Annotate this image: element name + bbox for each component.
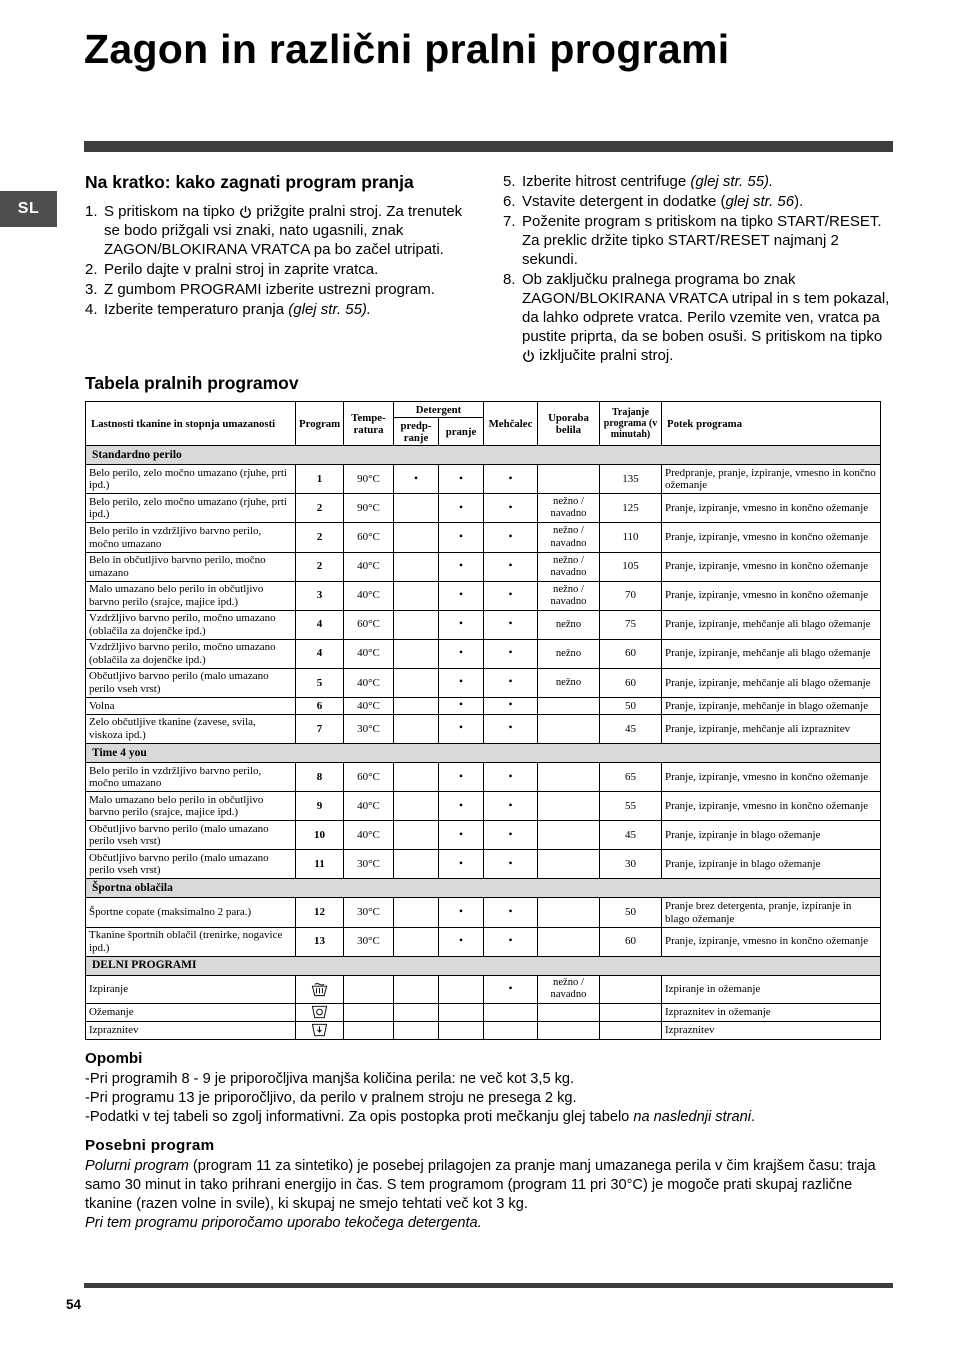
- prewash-dot-cell: [394, 494, 439, 523]
- programs-table-body: [86, 446, 881, 1040]
- program-description-cell: Izpraznitev in ožemanje: [662, 1003, 881, 1021]
- fabric-cell: Ožemanje: [86, 1003, 296, 1021]
- program-number: 13: [314, 935, 325, 948]
- wash-dot-cell: •: [439, 714, 484, 743]
- program-row: [86, 1003, 881, 1021]
- program-description-cell: Pranje, izpiranje, mehčanje ali blago ožemanje: [662, 668, 881, 697]
- power-icon: [522, 347, 535, 364]
- header-detergent: Detergent: [394, 402, 484, 418]
- softener-dot-cell: •: [484, 581, 538, 610]
- program-number: 8: [316, 770, 323, 783]
- item-text-line: Poženite program s pritiskom na tipko START/RESET.: [522, 213, 882, 231]
- prewash-dot-cell: [394, 697, 439, 714]
- item-text: [522, 212, 893, 269]
- bleach-cell: nežno: [538, 668, 600, 697]
- note-text-italic: na naslednji strani: [633, 1108, 751, 1125]
- duration-cell: 50: [600, 898, 662, 927]
- temperature-cell: 60°C: [344, 610, 394, 639]
- softener-dot-cell: •: [484, 523, 538, 552]
- temperature-cell: 40°C: [344, 639, 394, 668]
- program-description-cell: Izpraznitev: [662, 1021, 881, 1039]
- program-number: 2: [316, 531, 323, 544]
- wash-dot-cell: [439, 1021, 484, 1039]
- program-row: [86, 610, 881, 639]
- bleach-cell: [538, 714, 600, 743]
- program-number: 1: [316, 473, 323, 486]
- temperature-cell: 40°C: [344, 581, 394, 610]
- notes-heading: Opombi: [85, 1049, 143, 1067]
- item-text-segment: Ob zaključku pralnega programa bo znak ZAGON/BLOKIRANA VRATCA utripal in s tem pokazal, da lahko odprete vratca. Perilo vzemite ven, vratca pa pustite priprta, da se boben osuši. S pritiskom na tipko: [522, 271, 890, 346]
- bleach-cell: nežno / navadno: [538, 552, 600, 581]
- note-line: -Pri programu 13 je priporočljivo, da perilo v pralnem stroju ne presega 2 kg.: [85, 1089, 577, 1106]
- program-number: 2: [316, 560, 323, 573]
- wash-dot-cell: •: [439, 850, 484, 879]
- item-text-segment: Izberite temperaturo pranja: [104, 301, 285, 319]
- table-section-label: Time 4 you: [86, 744, 881, 763]
- program-row: [86, 792, 881, 821]
- prewash-dot-cell: [394, 792, 439, 821]
- program-number: 4: [316, 647, 323, 660]
- program-description-cell: Pranje, izpiranje, vmesno in končno ožemanje: [662, 552, 881, 581]
- duration-cell: 55: [600, 792, 662, 821]
- softener-dot-cell: [484, 1003, 538, 1021]
- quick-start-section: [85, 172, 893, 366]
- bleach-cell: [538, 1021, 600, 1039]
- temperature-cell: 40°C: [344, 668, 394, 697]
- item-number: 3.: [85, 281, 98, 299]
- fabric-cell: Malo umazano belo perilo in občutljivo barvno perilo (srajce, majice ipd.): [86, 792, 296, 821]
- bottom-rule: [84, 1283, 893, 1288]
- program-description-cell: Izpiranje in ožemanje: [662, 975, 881, 1003]
- program-cell: [296, 763, 344, 792]
- fabric-cell: Športne copate (maksimalno 2 para.): [86, 898, 296, 927]
- fabric-cell: Občutljivo barvno perilo (malo umazano perilo vseh vrst): [86, 850, 296, 879]
- wash-dot-cell: •: [439, 792, 484, 821]
- program-number: 9: [316, 799, 323, 812]
- bleach-cell: [538, 763, 600, 792]
- temperature-cell: 40°C: [344, 552, 394, 581]
- temperature-cell: [344, 975, 394, 1003]
- bleach-cell: [538, 465, 600, 494]
- fabric-cell: Malo umazano belo perilo in občutljivo barvno perilo (srajce, majice ipd.): [86, 581, 296, 610]
- special-program-body: (program 11 za sintetiko) je posebej prilagojen za pranje manj umazanega perila v čim krajšem času: traja samo 30 minut in tako prihrani energijo in čas. S tem programom (program 11 pri 30°C) je mogoče prati skupaj različne tkanine (razen volne in svile), ki skupaj ne smejo tehtati več kot 3 kg.: [85, 1158, 876, 1213]
- program-number: 4: [316, 618, 323, 631]
- wash-dot-cell: •: [439, 523, 484, 552]
- bleach-cell: [538, 792, 600, 821]
- item-number: 6.: [503, 193, 516, 211]
- temperature-cell: 30°C: [344, 850, 394, 879]
- program-description-cell: Pranje, izpiranje in blago ožemanje: [662, 821, 881, 850]
- item-number: 2.: [85, 261, 98, 279]
- power-icon: [239, 203, 252, 220]
- instruction-item-8: [503, 270, 893, 365]
- item-text: [104, 300, 469, 319]
- program-row: [86, 494, 881, 523]
- program-row: [86, 581, 881, 610]
- item-number: 4.: [85, 301, 98, 319]
- prewash-dot-cell: [394, 639, 439, 668]
- program-number: 12: [314, 906, 325, 919]
- bleach-cell: [538, 927, 600, 956]
- program-number: 5: [316, 676, 323, 689]
- item-text: [522, 192, 893, 211]
- duration-cell: [600, 975, 662, 1003]
- temperature-cell: 90°C: [344, 494, 394, 523]
- instruction-item-1: [85, 202, 469, 259]
- special-program-paragraph: [85, 1157, 881, 1214]
- programs-table-header: [86, 402, 881, 446]
- program-cell: [296, 1021, 344, 1039]
- fabric-cell: Občutljivo barvno perilo (malo umazano perilo vseh vrst): [86, 668, 296, 697]
- softener-dot-cell: [484, 1021, 538, 1039]
- item-text: Perilo dajte v pralni stroj in zaprite vratca.: [104, 261, 379, 279]
- rinse-icon: [311, 983, 328, 995]
- item-text-line: Za preklic držite tipko START/RESET najmanj 2 sekundi.: [522, 232, 839, 269]
- bleach-cell: nežno / navadno: [538, 581, 600, 610]
- program-row: [86, 668, 881, 697]
- fabric-cell: Tkanine športnih oblačil (trenirke, nogavice ipd.): [86, 927, 296, 956]
- duration-cell: 60: [600, 668, 662, 697]
- program-cell: [296, 639, 344, 668]
- item-text-segment: ).: [794, 193, 804, 211]
- instruction-item-6: [503, 192, 893, 211]
- bleach-cell: [538, 697, 600, 714]
- table-section-row: [86, 446, 881, 465]
- drain-icon: [311, 1024, 328, 1036]
- prewash-dot-cell: [394, 927, 439, 956]
- bleach-cell: [538, 850, 600, 879]
- program-row: [86, 821, 881, 850]
- item-text: [522, 270, 893, 365]
- softener-dot-cell: •: [484, 610, 538, 639]
- special-program-section: [85, 1136, 881, 1234]
- table-section-label: Standardno perilo: [86, 446, 881, 465]
- item-text-italic: (glej str. 55).: [690, 173, 774, 190]
- prewash-dot-cell: •: [394, 465, 439, 494]
- document-title: Zagon in različni pralni programi: [84, 26, 730, 72]
- item-text-segment: prižgite pralni stroj. Za trenutek se bodo prižgali vsi znaki, nato ugasnili, znak ZAGON/BLOKIRANA VRATCA pa bo začel utripati.: [104, 203, 463, 259]
- program-row: [86, 714, 881, 743]
- fabric-cell: Vzdržljivo barvno perilo, močno umazano (oblačila za dojenčke ipd.): [86, 610, 296, 639]
- program-description-cell: Pranje, izpiranje, vmesno in končno ožemanje: [662, 581, 881, 610]
- softener-dot-cell: •: [484, 821, 538, 850]
- duration-cell: 30: [600, 850, 662, 879]
- program-cell: [296, 850, 344, 879]
- wash-dot-cell: •: [439, 927, 484, 956]
- bleach-cell: nežno: [538, 610, 600, 639]
- softener-dot-cell: •: [484, 494, 538, 523]
- duration-cell: [600, 1021, 662, 1039]
- softener-dot-cell: •: [484, 850, 538, 879]
- softener-dot-cell: •: [484, 763, 538, 792]
- item-text-segment: Izberite hitrost centrifuge: [522, 173, 687, 190]
- fabric-cell: Belo perilo, zelo močno umazano (rjuhe, prti ipd.): [86, 494, 296, 523]
- header-temperature: Tempe-ratura: [344, 402, 394, 446]
- header-fabric: Lastnosti tkanine in stopnja umazanosti: [86, 402, 296, 446]
- instruction-item-3: [85, 280, 469, 299]
- program-cell: [296, 610, 344, 639]
- program-cell: [296, 792, 344, 821]
- fabric-cell: Izpraznitev: [86, 1021, 296, 1039]
- wash-dot-cell: •: [439, 639, 484, 668]
- program-description-cell: Pranje, izpiranje, vmesno in končno ožemanje: [662, 523, 881, 552]
- program-description-cell: Pranje, izpiranje in blago ožemanje: [662, 850, 881, 879]
- prewash-dot-cell: [394, 523, 439, 552]
- note-line: -Pri programih 8 - 9 je priporočljiva manjša količina perila: ne več kot 3,5 kg.: [85, 1070, 575, 1087]
- bleach-cell: nežno / navadno: [538, 494, 600, 523]
- temperature-cell: 30°C: [344, 898, 394, 927]
- instruction-item-5: [503, 172, 893, 191]
- program-cell: [296, 697, 344, 714]
- header-description: Potek programa: [662, 402, 881, 446]
- softener-dot-cell: •: [484, 927, 538, 956]
- prewash-dot-cell: [394, 1003, 439, 1021]
- wash-dot-cell: •: [439, 821, 484, 850]
- duration-cell: 65: [600, 763, 662, 792]
- quick-start-right-column: [503, 172, 893, 366]
- table-section-row: [86, 879, 881, 898]
- softener-dot-cell: •: [484, 697, 538, 714]
- item-text: [104, 202, 469, 259]
- notes-section: [85, 1049, 881, 1127]
- softener-dot-cell: •: [484, 668, 538, 697]
- program-description-cell: Pranje brez detergenta, pranje, izpiranje in blago ožemanje: [662, 898, 881, 927]
- program-cell: [296, 523, 344, 552]
- spin-icon: [311, 1006, 328, 1018]
- prewash-dot-cell: [394, 763, 439, 792]
- top-rule: [84, 141, 893, 152]
- program-description-cell: Pranje, izpiranje, mehčanje in blago ožemanje: [662, 697, 881, 714]
- item-number: 7.: [503, 213, 516, 231]
- fabric-cell: Belo perilo, zelo močno umazano (rjuhe, prti ipd.): [86, 465, 296, 494]
- duration-cell: 70: [600, 581, 662, 610]
- header-duration: Trajanje programa (v minutah): [600, 402, 662, 446]
- wash-dot-cell: [439, 975, 484, 1003]
- softener-dot-cell: •: [484, 552, 538, 581]
- table-section: [85, 373, 881, 1233]
- fabric-cell: Volna: [86, 697, 296, 714]
- duration-cell: 110: [600, 523, 662, 552]
- header-bleach: Uporaba belila: [538, 402, 600, 446]
- item-text: [522, 172, 893, 191]
- bleach-cell: [538, 1003, 600, 1021]
- softener-dot-cell: •: [484, 792, 538, 821]
- program-cell: [296, 898, 344, 927]
- item-text-segment: Vstavite detergent in dodatke (: [522, 193, 726, 211]
- fabric-cell: Belo perilo in vzdržljivo barvno perilo, močno umazano: [86, 523, 296, 552]
- header-softener: Mehčalec: [484, 402, 538, 446]
- duration-cell: 125: [600, 494, 662, 523]
- item-text-italic: (glej str. 55).: [288, 301, 372, 319]
- quick-start-left-column: [85, 172, 469, 366]
- program-description-cell: Pranje, izpiranje, vmesno in končno ožemanje: [662, 927, 881, 956]
- program-number: 10: [314, 829, 325, 842]
- fabric-cell: Izpiranje: [86, 975, 296, 1003]
- temperature-cell: 40°C: [344, 792, 394, 821]
- fabric-cell: Belo in občutljivo barvno perilo, močno umazano: [86, 552, 296, 581]
- temperature-cell: 40°C: [344, 821, 394, 850]
- wash-dot-cell: •: [439, 581, 484, 610]
- fabric-cell: Občutljivo barvno perilo (malo umazano perilo vseh vrst): [86, 821, 296, 850]
- item-text-segment: S pritiskom na tipko: [104, 203, 235, 220]
- temperature-cell: 30°C: [344, 714, 394, 743]
- duration-cell: 45: [600, 714, 662, 743]
- program-cell: [296, 1003, 344, 1021]
- duration-cell: 75: [600, 610, 662, 639]
- program-description-cell: Pranje, izpiranje, vmesno in končno ožemanje: [662, 792, 881, 821]
- special-program-footnote: Pri tem programu priporočamo uporabo tekočega detergenta.: [85, 1215, 482, 1232]
- program-row: [86, 927, 881, 956]
- wash-dot-cell: •: [439, 465, 484, 494]
- table-heading: Tabela pralnih programov: [85, 373, 299, 393]
- duration-cell: [600, 1003, 662, 1021]
- program-description-cell: Pranje, izpiranje, mehčanje ali izpraznitev: [662, 714, 881, 743]
- duration-cell: 105: [600, 552, 662, 581]
- wash-dot-cell: •: [439, 697, 484, 714]
- wash-dot-cell: •: [439, 552, 484, 581]
- program-row: [86, 850, 881, 879]
- program-row: [86, 763, 881, 792]
- special-program-heading: Posebni program: [85, 1136, 215, 1154]
- bleach-cell: nežno / navadno: [538, 523, 600, 552]
- duration-cell: 50: [600, 697, 662, 714]
- table-section-label: Športna oblačila: [86, 879, 881, 898]
- program-cell: [296, 494, 344, 523]
- softener-dot-cell: •: [484, 465, 538, 494]
- prewash-dot-cell: [394, 610, 439, 639]
- program-row: [86, 975, 881, 1003]
- header-prewash: predp-ranje: [394, 418, 439, 446]
- program-cell: [296, 714, 344, 743]
- programs-table: [85, 401, 881, 1040]
- duration-cell: 135: [600, 465, 662, 494]
- language-tab: SL: [0, 191, 57, 227]
- wash-dot-cell: •: [439, 898, 484, 927]
- item-text-segment: izključite pralni stroj.: [539, 347, 674, 365]
- prewash-dot-cell: [394, 714, 439, 743]
- softener-dot-cell: •: [484, 714, 538, 743]
- bleach-cell: [538, 821, 600, 850]
- prewash-dot-cell: [394, 898, 439, 927]
- prewash-dot-cell: [394, 975, 439, 1003]
- temperature-cell: [344, 1003, 394, 1021]
- program-cell: [296, 975, 344, 1003]
- softener-dot-cell: •: [484, 639, 538, 668]
- header-row-main: [86, 402, 881, 418]
- page-number: 54: [66, 1297, 82, 1312]
- duration-cell: 45: [600, 821, 662, 850]
- program-row: [86, 552, 881, 581]
- instruction-item-4: [85, 300, 469, 319]
- prewash-dot-cell: [394, 850, 439, 879]
- program-row: [86, 639, 881, 668]
- item-text: Z gumbom PROGRAMI izberite ustrezni program.: [104, 281, 435, 299]
- wash-dot-cell: [439, 1003, 484, 1021]
- program-description-cell: Pranje, izpiranje, mehčanje ali blago ožemanje: [662, 639, 881, 668]
- header-program: Program: [296, 402, 344, 446]
- temperature-cell: 90°C: [344, 465, 394, 494]
- program-row: [86, 898, 881, 927]
- program-number: 11: [314, 858, 325, 871]
- wash-dot-cell: •: [439, 763, 484, 792]
- table-section-row: [86, 744, 881, 763]
- table-section-label: DELNI PROGRAMI: [86, 956, 881, 975]
- bleach-cell: [538, 898, 600, 927]
- bleach-cell: nežno / navadno: [538, 975, 600, 1003]
- note-text-segment: -Podatki v tej tabeli so zgolj informativni. Za opis postopka proti mečkanju glej tabelo: [85, 1108, 634, 1125]
- program-description-cell: Pranje, izpiranje, mehčanje ali blago ožemanje: [662, 610, 881, 639]
- table-section-row: [86, 956, 881, 975]
- prewash-dot-cell: [394, 552, 439, 581]
- program-row: [86, 697, 881, 714]
- item-number: 1.: [85, 203, 98, 220]
- program-cell: [296, 581, 344, 610]
- fabric-cell: Zelo občutljive tkanine (zavese, svila, viskoza ipd.): [86, 714, 296, 743]
- duration-cell: 60: [600, 927, 662, 956]
- header-wash: pranje: [439, 418, 484, 446]
- note-line: [85, 1108, 881, 1127]
- softener-dot-cell: •: [484, 975, 538, 1003]
- program-description-cell: Pranje, izpiranje, vmesno in končno ožemanje: [662, 763, 881, 792]
- temperature-cell: 40°C: [344, 697, 394, 714]
- item-number: 5.: [503, 173, 516, 190]
- program-cell: [296, 465, 344, 494]
- program-description-cell: Pranje, izpiranje, vmesno in končno ožemanje: [662, 494, 881, 523]
- softener-dot-cell: •: [484, 898, 538, 927]
- prewash-dot-cell: [394, 1021, 439, 1039]
- program-number: 6: [316, 699, 323, 712]
- duration-cell: 60: [600, 639, 662, 668]
- program-cell: [296, 821, 344, 850]
- program-description-cell: Predpranje, pranje, izpiranje, vmesno in končno ožemanje: [662, 465, 881, 494]
- item-text-italic: glej str. 56: [725, 193, 795, 211]
- instruction-item-7: [503, 212, 893, 269]
- bleach-cell: nežno: [538, 639, 600, 668]
- program-cell: [296, 552, 344, 581]
- temperature-cell: 60°C: [344, 523, 394, 552]
- item-number: 8.: [503, 271, 516, 289]
- prewash-dot-cell: [394, 581, 439, 610]
- program-cell: [296, 668, 344, 697]
- program-row: [86, 465, 881, 494]
- temperature-cell: 60°C: [344, 763, 394, 792]
- instruction-item-2: [85, 260, 469, 279]
- prewash-dot-cell: [394, 668, 439, 697]
- program-number: 3: [316, 589, 323, 602]
- program-number: 2: [316, 502, 323, 515]
- program-row: [86, 523, 881, 552]
- quick-start-heading: Na kratko: kako zagnati program pranja: [85, 172, 414, 192]
- fabric-cell: Belo perilo in vzdržljivo barvno perilo, močno umazano: [86, 763, 296, 792]
- wash-dot-cell: •: [439, 668, 484, 697]
- wash-dot-cell: •: [439, 610, 484, 639]
- program-number: 7: [316, 722, 323, 735]
- note-text-segment: .: [751, 1108, 756, 1125]
- fabric-cell: Vzdržljivo barvno perilo, močno umazano (oblačila za dojenčke ipd.): [86, 639, 296, 668]
- prewash-dot-cell: [394, 821, 439, 850]
- temperature-cell: [344, 1021, 394, 1039]
- program-row: [86, 1021, 881, 1039]
- wash-dot-cell: •: [439, 494, 484, 523]
- special-program-lead: Polurni program: [85, 1158, 189, 1175]
- program-cell: [296, 927, 344, 956]
- temperature-cell: 30°C: [344, 927, 394, 956]
